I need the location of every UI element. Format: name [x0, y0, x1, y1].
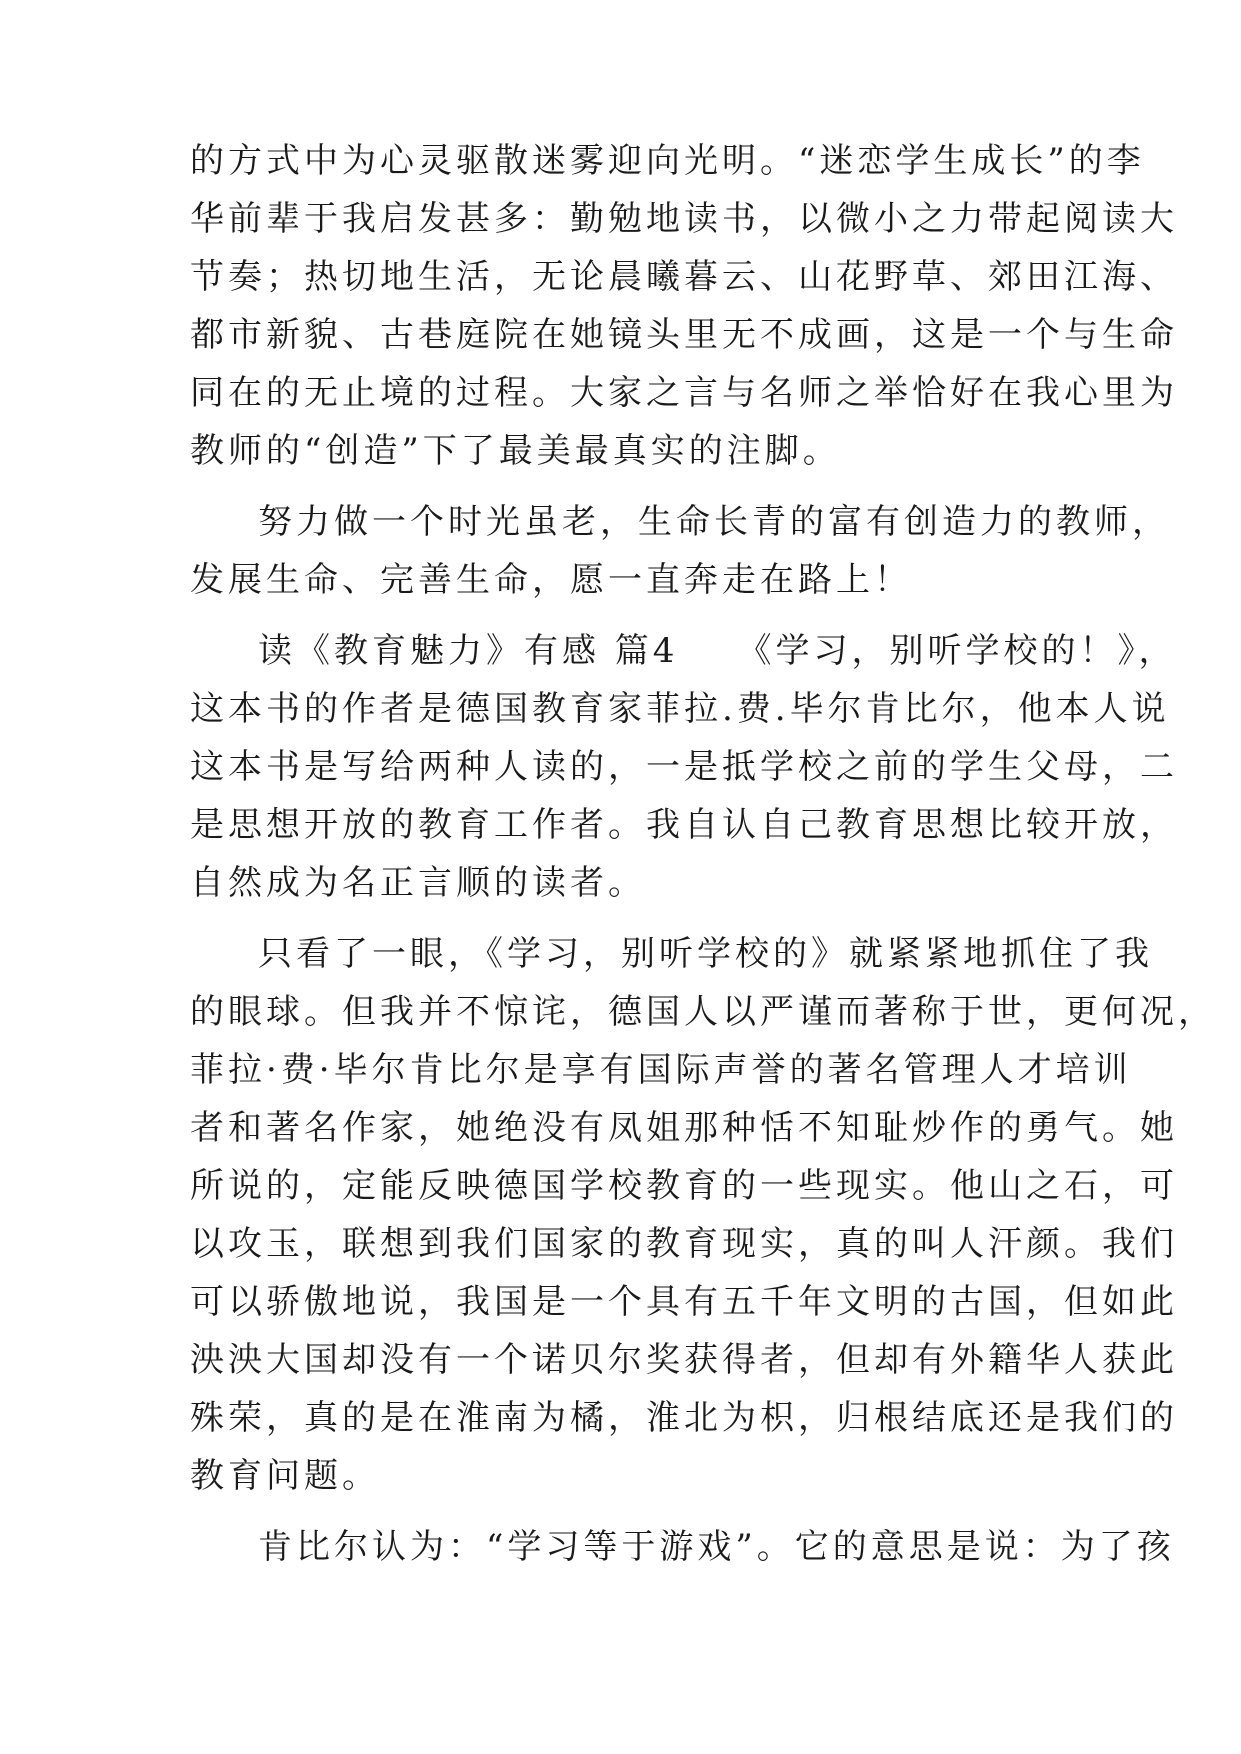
- text-line: 自然成为名正言顺的读者。: [190, 863, 646, 903]
- text-line: 同在的无止境的过程。大家之言与名师之举恰好在我心里为: [190, 373, 1178, 413]
- text-line: 教师的“创造”下了最美最真实的注脚。: [190, 431, 841, 471]
- paragraph-first-line: 只看了一眼，《学习，别听学校的》就紧紧地抓住了我: [258, 934, 1153, 974]
- text-line: 泱泱大国却没有一个诺贝尔奖获得者，但却有外籍华人获此: [190, 1340, 1178, 1380]
- text-line: 的眼球。但我并不惊诧，德国人以严谨而著称于世，更何况，: [190, 992, 1216, 1032]
- text-line: 是思想开放的教育工作者。我自认自己教育思想比较开放，: [190, 805, 1178, 845]
- text-line: 菲拉·费·毕尔肯比尔是享有国际声誉的著名管理人才培训: [190, 1050, 1132, 1090]
- text-line: 这本书的作者是德国教育家菲拉.费.毕尔肯比尔，他本人说: [190, 689, 1170, 729]
- text-line: 都市新貌、古巷庭院在她镜头里无不成画，这是一个与生命: [190, 315, 1178, 355]
- text-line: 发展生命、完善生命，愿一直奔走在路上！: [190, 560, 912, 600]
- text-line: 以攻玉，联想到我们国家的教育现实，真的叫人汗颜。我们: [190, 1224, 1178, 1264]
- text-line: 殊荣，真的是在淮南为橘，淮北为枳，归根结底还是我们的: [190, 1398, 1178, 1438]
- text-line: 节奏；热切地生活，无论晨曦暮云、山花野草、郊田江海、: [190, 257, 1178, 297]
- text-line: 华前辈于我启发甚多：勤勉地读书，以微小之力带起阅读大: [190, 199, 1178, 239]
- paragraph-first-line: 努力做一个时光虽老，生命长青的富有创造力的教师，: [258, 502, 1170, 542]
- text-line: 教育问题。: [190, 1456, 380, 1496]
- text-line: 这本书是写给两种人读的，一是抵学校之前的学生父母，二: [190, 747, 1178, 787]
- section-heading-line: 读《教育魅力》有感 篇4 《学习，别听学校的！》，: [258, 631, 1177, 671]
- text-line: 的方式中为心灵驱散迷雾迎向光明。“迷恋学生成长”的李: [190, 141, 1145, 181]
- text-line: 所说的，定能反映德国学校教育的一些现实。他山之石，可: [190, 1166, 1178, 1206]
- text-line: 者和著名作家，她绝没有凤姐那种恬不知耻炒作的勇气。她: [190, 1108, 1178, 1148]
- paragraph-first-line: 肯比尔认为：“学习等于游戏”。它的意思是说：为了孩: [258, 1527, 1175, 1567]
- text-line: 可以骄傲地说，我国是一个具有五千年文明的古国，但如此: [190, 1282, 1178, 1322]
